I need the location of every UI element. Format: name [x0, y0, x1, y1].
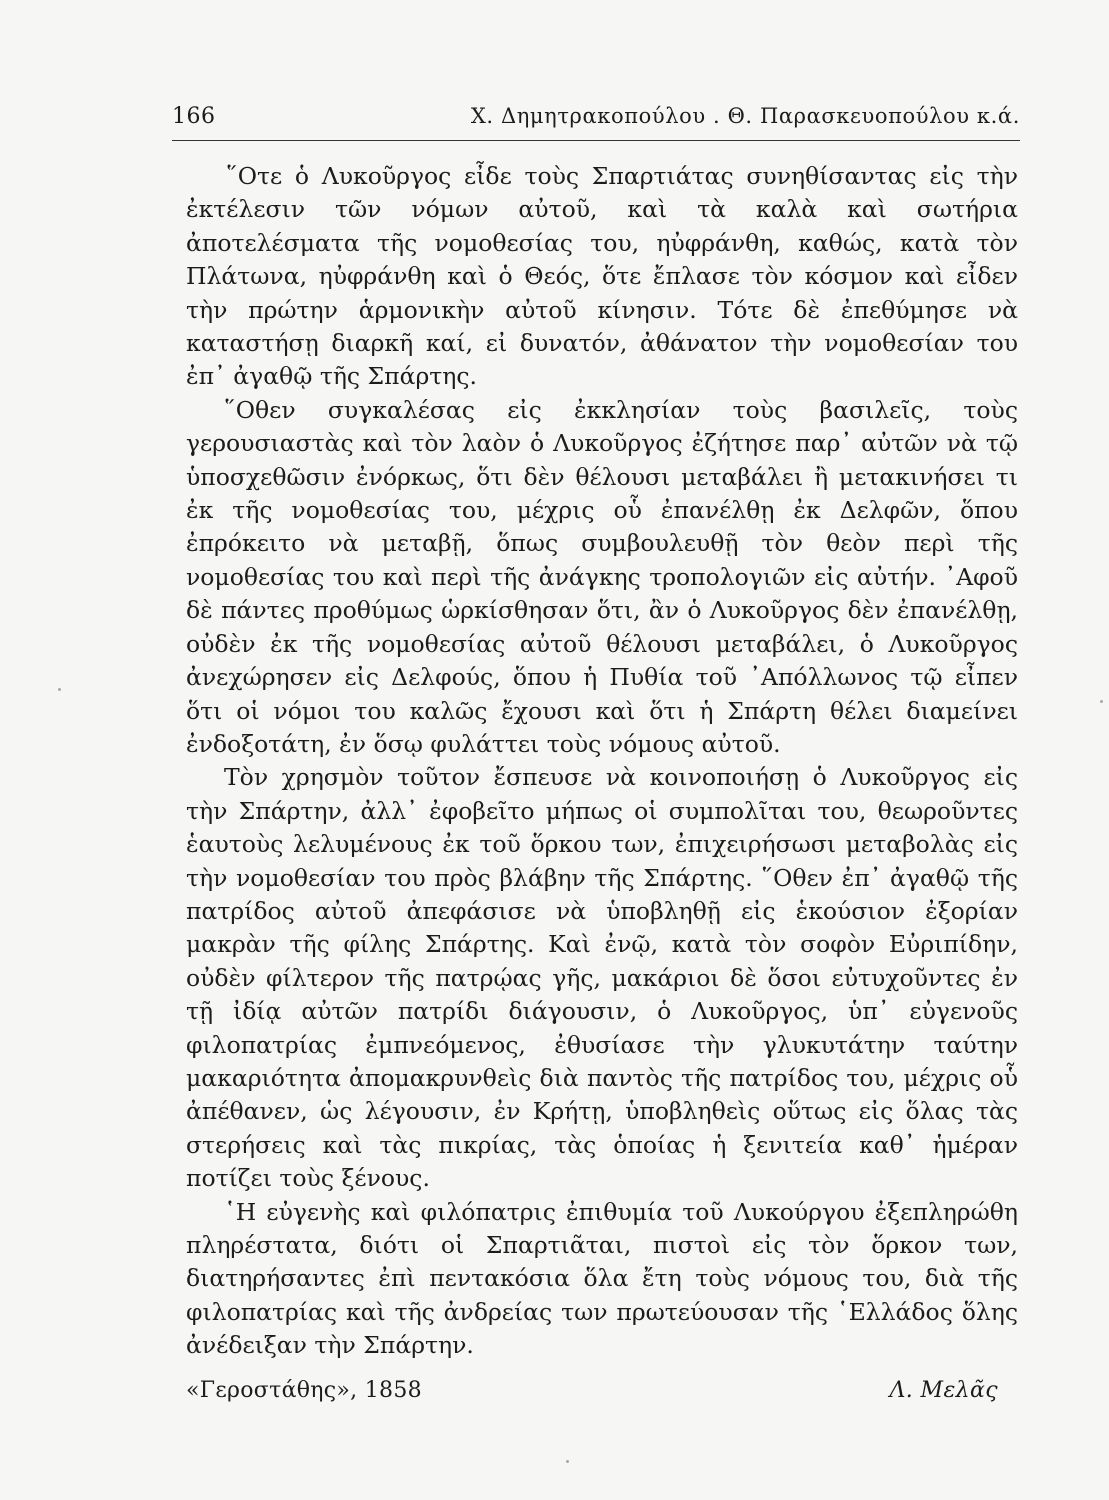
- body-text: [186, 160, 1018, 1363]
- scan-speck: [58, 688, 61, 691]
- author-signature: Λ. Μελᾶς: [889, 1378, 998, 1403]
- page-number: 166: [172, 104, 216, 129]
- scan-speck: [566, 1460, 569, 1463]
- source-citation: «Γεροστάθης», 1858: [186, 1378, 422, 1403]
- paragraph-2: ῞Οθεν συγκαλέσας εἰς ἐκκλησίαν τοὺς βασιλεῖς, τοὺς γερουσιαστὰς καὶ τὸν λαὸν ὁ Λυκοῦργος ἐζήτησε παρ᾿ αὐτῶν νὰ τῷ ὑποσχεθῶσιν ἐνόρκως, ὅτι δὲν θέλουσι μεταβάλει ἢ μετακινήσει τι ἐκ τῆς νομοθεσίας του, μέχρις οὗ ἐπανέλθῃ ἐκ Δελφῶν, ὅπου ἐπρόκειτο νὰ μεταβῇ, ὅπως συμβουλευθῇ τὸν θεὸν περὶ τῆς νομοθεσίας του καὶ περὶ τῆς ἀνάγκης τροπολογιῶν εἰς αὐτήν. ᾿Αφοῦ δὲ πάντες προθύμως ὡρκίσθησαν ὅτι, ἂν ὁ Λυκοῦργος δὲν ἐπανέλθῃ, οὐδὲν ἐκ τῆς νομοθεσίας αὐτοῦ θέλουσι μεταβάλει, ὁ Λυκοῦργος ἀνεχώρησεν εἰς Δελφούς, ὅπου ἡ Πυθία τοῦ ᾿Απόλλωνος τῷ εἶπεν ὅτι οἱ νόμοι του καλῶς ἔχουσι καὶ ὅτι ἡ Σπάρτη θέλει διαμείνει ἐνδοξοτάτη, ἐν ὅσῳ φυλάττει τοὺς νόμους αὐτοῦ.: [186, 395, 1018, 758]
- paragraph-1: ῞Οτε ὁ Λυκοῦργος εἶδε τοὺς Σπαρτιάτας συνηθίσαντας εἰς τὴν ἐκτέλεσιν τῶν νόμων αὐτοῦ, καὶ τὰ καλὰ καὶ σωτήρια ἀποτελέσματα τῆς νομοθεσίας του, ηὐφράνθη, καθώς, κατὰ τὸν Πλάτωνα, ηὐφράνθη καὶ ὁ Θεός, ὅτε ἔπλασε τὸν κόσμον καὶ εἶδεν τὴν πρώτην ἁρμονικὴν αὐτοῦ κίνησιν. Τότε δὲ ἐπεθύμησε νὰ καταστήσῃ διαρκῆ καί, εἰ δυνατόν, ἀθάνατον τὴν νομοθεσίαν του ἐπ᾿ ἀγαθῷ τῆς Σπάρτης.: [186, 162, 1018, 391]
- running-header: [172, 96, 1020, 141]
- header-title: Χ. Δημητρακοπούλου . Θ. Παρασκευοπούλου κ.ά.: [470, 104, 1020, 128]
- attribution: [186, 1378, 1018, 1414]
- paragraph-3: Τὸν χρησμὸν τοῦτον ἔσπευσε νὰ κοινοποιήσῃ ὁ Λυκοῦργος εἰς τὴν Σπάρτην, ἀλλ᾿ ἐφοβεῖτο μήπως οἱ συμπολῖται του, θεωροῦντες ἑαυτοὺς λελυμένους ἐκ τοῦ ὅρκου των, ἐπιχειρήσωσι μεταβολὰς εἰς τὴν νομοθεσίαν του πρὸς βλάβην τῆς Σπάρτης. ῞Οθεν ἐπ᾿ ἀγαθῷ τῆς πατρίδος αὐτοῦ ἀπεφάσισε νὰ ὑποβληθῇ εἰς ἑκούσιον ἐξορίαν μακρὰν τῆς φίλης Σπάρτης. Καὶ ἐνῷ, κατὰ τὸν σοφὸν Εὐριπίδην, οὐδὲν φίλτερον τῆς πατρῴας γῆς, μακάριοι δὲ ὅσοι εὐτυχοῦντες ἐν τῇ ἰδίᾳ αὐτῶν πατρίδι διάγουσιν, ὁ Λυκοῦργος, ὑπ᾿ εὐγενοῦς φιλοπατρίας ἐμπνεόμενος, ἐθυσίασε τὴν γλυκυτάτην ταύτην μακαριότητα ἀπομακρυνθεὶς διὰ παντὸς τῆς πατρίδος του, μέχρις οὗ ἀπέθανεν, ὡς λέγουσιν, ἐν Κρήτῃ, ὑποβληθεὶς οὕτως εἰς ὅλας τὰς στερήσεις καὶ τὰς πικρίας, τὰς ὁποίας ἡ ξενιτεία καθ᾿ ἡμέραν ποτίζει τοὺς ξένους.: [186, 763, 1018, 1193]
- scan-speck: [1100, 700, 1103, 703]
- paragraph-4: ῾Η εὐγενὴς καὶ φιλόπατρις ἐπιθυμία τοῦ Λυκούργου ἐξεπληρώθη πληρέστατα, διότι οἱ Σπαρτιᾶται, πιστοὶ εἰς τὸν ὅρκον των, διατηρήσαντες ἐπὶ πεντακόσια ὅλα ἔτη τοὺς νόμους του, διὰ τῆς φιλοπατρίας καὶ τῆς ἀνδρείας των πρωτεύουσαν τῆς ῾Ελλάδος ὅλης ἀνέδειξαν τὴν Σπάρτην.: [186, 1197, 1018, 1360]
